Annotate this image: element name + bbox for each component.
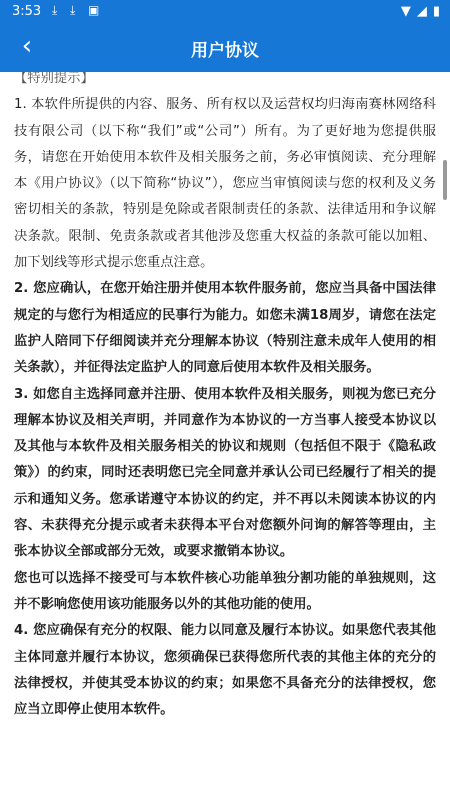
agreement-paragraph-2: 2. 您应确认，在您开始注册并使用本软件服务前，您应当具备中国法律规定的与您行为相适应的民事行为能力。如您未满18周岁，请您在法定监护人陪同下仔细阅读并充分理解本协议（特别注意未成年人使用的相关条款），并征得法定监护人的同意后使用本软件及相关服务。 [14, 281, 436, 376]
agreement-paragraph-5: 4. 您应确保有充分的权限、能力以同意及履行本协议。如果您代表其他主体同意并履行本协议，您须确保已获得您所代表的其他主体的充分的法律授权，并使其受本协议的约束；如果您不具备充分的法律授权，您应当立即停止使用本软件。 [14, 623, 436, 718]
section-heading: 【特别提示】 [14, 72, 94, 86]
agreement-paragraph-4: 您也可以选择不接受可与本软件核心功能单独分割功能的单独规则，这并不影响您使用该功能服务以外的其他功能的使用。 [14, 570, 436, 612]
signal-icon: ◢ [416, 4, 427, 19]
app-bar [0, 24, 450, 72]
wifi-icon: ▼ [400, 4, 411, 19]
page-title: 用户协议 [191, 41, 259, 61]
notification-icon: ▣ [88, 3, 100, 17]
agreement-paragraph-3: 3. 如您自主选择同意并注册、使用本软件及相关服务，则视为您已充分理解本协议及相关声明，并同意作为本协议的一方当事人接受本协议以及其他与本软件及相关服务相关的协议和规则（包括但不限于《隐私政策》）的约束，同时还表明您已完全同意并承认公司已经履行了相关的提示和通知义务。您承诺遵守本协议的约定，并不再以未阅读本协议的内容、未获得充分提示或者未获得本平台对您额外问询的解答等理由，主张本协议全部或部分无效，或要求撤销本协议。 [14, 386, 436, 560]
status-bar [0, 0, 450, 24]
back-icon: ‹ [21, 31, 33, 61]
download-icon: ⤓ [70, 3, 76, 17]
agreement-content[interactable] [0, 72, 450, 800]
battery-icon: ▮ [432, 4, 440, 19]
scrollbar[interactable] [443, 160, 447, 200]
agreement-paragraph-1: 1. 本软件所提供的内容、服务、所有权以及运营权均归海南赛林网络科技有限公司（以下称“我们”或“公司”）所有。为了更好地为您提供服务，请您在开始使用本软件及相关服务之前，务必审慎阅读、充分理解本《用户协议》（以下简称“协议”），您应当审慎阅读与您的权利及义务密切相关的条款，特别是免除或者限制责任的条款、法律适用和争议解决条款。限制、免责条款或者其他涉及您重大权益的条款可能以加粗、加下划线等形式提示您重点注意。 [14, 97, 436, 271]
download-icon: ⤓ [52, 3, 58, 17]
status-time: 3:53 [12, 4, 42, 19]
